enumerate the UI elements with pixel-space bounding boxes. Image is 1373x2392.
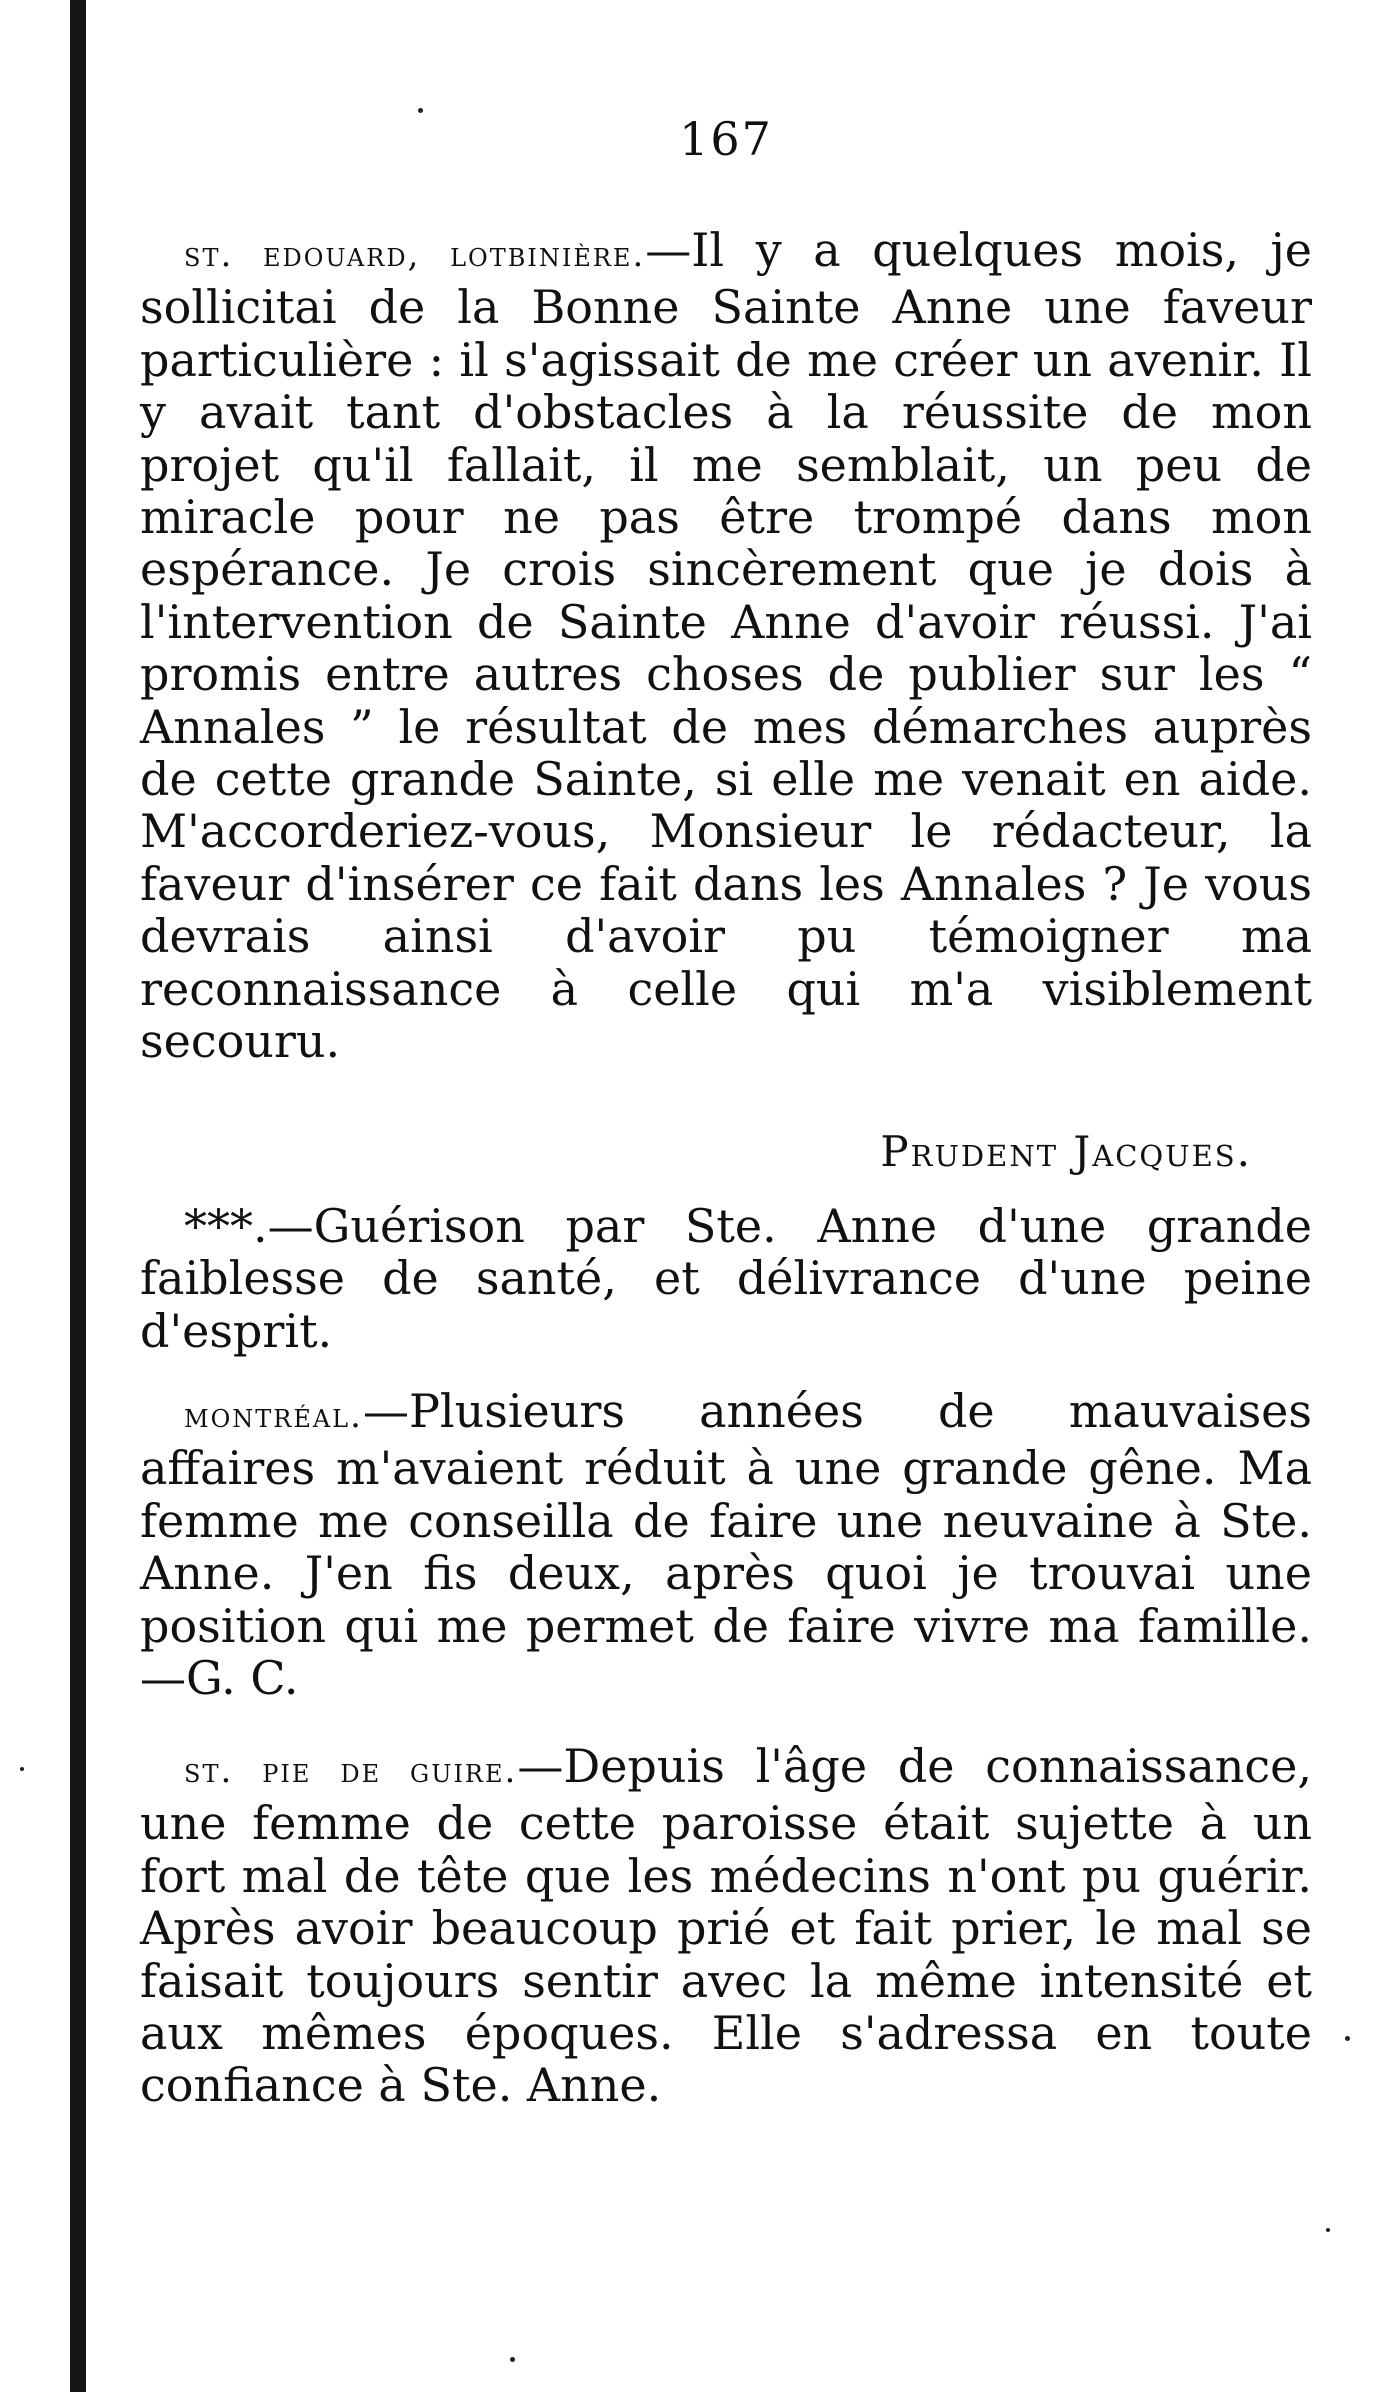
entry-signature: Prudent Jacques.	[880, 1127, 1252, 1176]
entry-anonymous	[140, 1200, 1312, 1357]
entry-montreal	[140, 1385, 1312, 1704]
entry-place: montréal.	[184, 1396, 363, 1436]
entry-place: st. edouard, lotbinière.	[184, 235, 646, 275]
ink-speck	[1345, 2036, 1350, 2041]
ink-speck	[20, 1767, 24, 1771]
entry-st-edouard	[140, 224, 1312, 1068]
ink-speck	[1326, 2228, 1330, 2232]
entry-text: —Depuis l'âge de connaissance, une femme de cette paroisse était sujette à un fort mal de tête que les médecins n'ont pu guérir. Après avoir beaucoup prié et fait prier, le mal se faisait toujours sentir avec la même intensité et aux mêmes époques. Elle s'adressa en toute confiance à Ste. Anne.	[140, 1739, 1312, 2113]
entry-place: ***.	[184, 1199, 268, 1253]
book-page	[140, 0, 1312, 2392]
entry-text: —Plusieurs années de mauvaises affaires m'avaient réduit à une grande gêne. Ma femme me conseilla de faire une neuvaine à Ste. Anne. J'en fis deux, après quoi je trouvai une position qui me permet de faire vivre ma famille.—G. C.	[140, 1384, 1312, 1706]
page-number: 167	[679, 112, 773, 166]
entry-place: st. pie de guire.	[184, 1751, 518, 1791]
page-edge-rule	[70, 0, 86, 2392]
entry-st-pie-de-guire	[140, 1740, 1312, 2112]
entry-text: —Guérison par Ste. Anne d'une grande faiblesse de santé, et délivrance d'une peine d'esprit.	[140, 1199, 1312, 1358]
entry-text: —Il y a quelques mois, je sollicitai de la Bonne Sainte Anne une faveur particulière : il s'agissait de me créer un avenir. Il y avait tant d'obstacles à la réussite de mon projet qu'il fallait, il me semblait, un peu de miracle pour ne pas être trompé dans mon espérance. Je crois sincèrement que je dois à l'intervention de Sainte Anne d'avoir réussi. J'ai promis entre autres choses de publier sur les “ Annales ” le résultat de mes démarches auprès de cette grande Sainte, si elle me venait en aide. M'accorderiez-vous, Monsieur le rédacteur, la faveur d'insérer ce fait dans les Annales ? Je vous devrais ainsi d'avoir pu témoigner ma reconnaissance à celle qui m'a visiblement secouru.	[140, 223, 1312, 1069]
